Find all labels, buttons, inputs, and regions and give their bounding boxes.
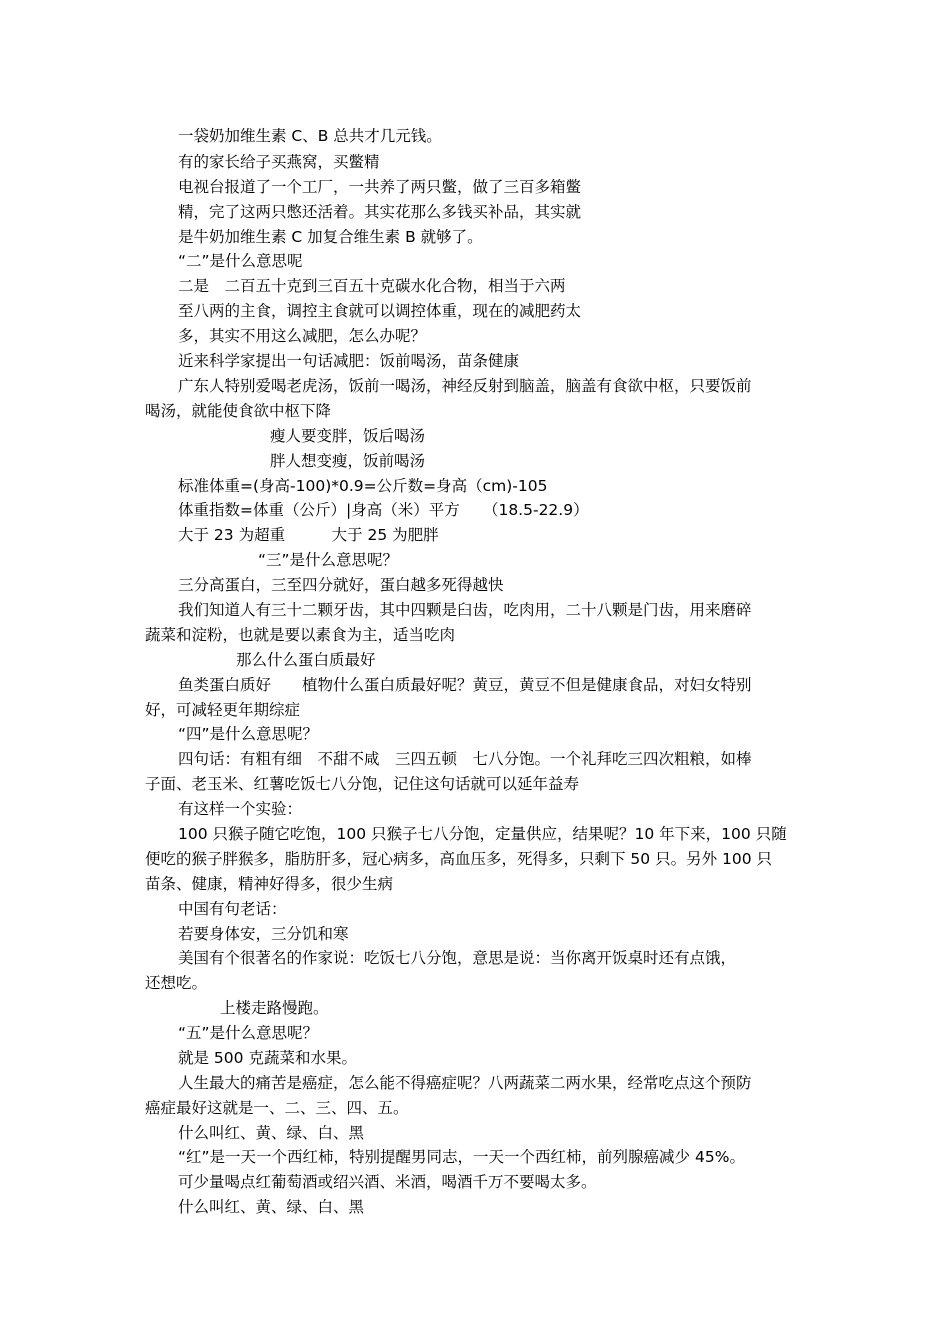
text-line: 三分高蛋白，三至四分就好，蛋白越多死得越快 — [178, 576, 504, 594]
text-line: 还想吃。 — [145, 974, 208, 992]
text-line: 鱼类蛋白质好 植物什么蛋白质最好呢？黄豆，黄豆不但是健康食品，对妇女特别 — [178, 676, 752, 694]
text-line: “红”是一天一个西红柿，特别提醒男同志，一天一个西红柿，前列腺癌减少 45%。 — [178, 1148, 745, 1166]
text-line: 有的家长给子买燕窝，买鳖精 — [178, 153, 380, 171]
text-line: “二”是什么意思呢 — [178, 252, 303, 270]
text-line: 广东人特别爱喝老虎汤，饭前一喝汤，神经反射到脑盖，脑盖有食欲中枢，只要饭前 — [178, 377, 752, 395]
text-line: 我们知道人有三十二颗牙齿，其中四颗是臼齿，吃肉用，二十八颗是门齿，用来磨碎 — [178, 601, 752, 619]
text-line: 蔬菜和淀粉，也就是要以素食为主，适当吃肉 — [145, 626, 456, 644]
text-line: 有这样一个实验： — [178, 800, 303, 818]
text-line: 那么什么蛋白质最好 — [236, 651, 376, 669]
text-line: 什么叫红、黄、绿、白、黑 — [178, 1124, 365, 1142]
text-line: 电视台报道了一个工厂，一共养了两只鳖，做了三百多箱鳖 — [178, 178, 582, 196]
text-line: “四”是什么意思呢？ — [178, 725, 319, 743]
text-line: 人生最大的痛苦是癌症，怎么能不得癌症呢？八两蔬菜二两水果，经常吃点这个预防 — [178, 1074, 752, 1092]
text-line: 二是 二百五十克到三百五十克碳水化合物，相当于六两 — [178, 277, 566, 295]
text-line: 四句话：有粗有细 不甜不咸 三四五顿 七八分饱。一个礼拜吃三四次粗粮，如棒 — [178, 750, 752, 768]
text-line: “五”是什么意思呢？ — [178, 1024, 319, 1042]
text-line: 什么叫红、黄、绿、白、黑 — [178, 1198, 365, 1216]
text-line: 美国有个很著名的作家说：吃饭七八分饱，意思是说：当你离开饭桌时还有点饿， — [178, 949, 737, 967]
text-line: 100 只猴子随它吃饱，100 只猴子七八分饱，定量供应，结果呢？10 年下来，100 只随 — [178, 825, 787, 843]
text-line: “三”是什么意思呢？ — [258, 551, 399, 569]
text-line: 若要身体安，三分饥和寒 — [178, 925, 349, 943]
text-line: 上楼走路慢跑。 — [220, 999, 329, 1017]
text-line: 一袋奶加维生素 C、B 总共才几元钱。 — [178, 127, 442, 145]
text-line: 可少量喝点红葡萄酒或绍兴酒、米酒，喝酒千万不要喝太多。 — [178, 1173, 597, 1191]
text-line: 便吃的猴子胖猴多，脂肪肝多，冠心病多，高血压多，死得多，只剩下 50 只。另外 100 只 — [145, 850, 773, 868]
text-line: 标准体重=(身高-100)*0.9=公斤数=身高（cm)-105 — [178, 477, 548, 495]
text-line: 体重指数=体重（公斤）|身高（米）平方 （18.5-22.9） — [178, 501, 589, 519]
text-line: 多，其实不用这么减肥，怎么办呢？ — [178, 327, 427, 345]
text-line: 胖人想变瘦，饭前喝汤 — [270, 452, 426, 470]
text-line: 喝汤，就能使食欲中枢下降 — [145, 402, 332, 420]
text-line: 大于 23 为超重 大于 25 为肥胖 — [178, 526, 439, 544]
text-line: 好，可减轻更年期综症 — [145, 701, 301, 719]
text-line: 瘦人要变胖，饭后喝汤 — [270, 427, 426, 445]
text-line: 至八两的主食，调控主食就可以调控体重，现在的减肥药太 — [178, 302, 582, 320]
text-line: 癌症最好这就是一、二、三、四、五。 — [145, 1099, 409, 1117]
text-line: 近来科学家提出一句话减肥：饭前喝汤，苗条健康 — [178, 352, 520, 370]
text-line: 子面、老玉米、红薯吃饭七八分饱，记住这句话就可以延年益寿 — [145, 775, 580, 793]
text-line: 就是 500 克蔬菜和水果。 — [178, 1049, 357, 1067]
text-line: 中国有句老话： — [178, 900, 287, 918]
text-line: 是牛奶加维生素 C 加复合维生素 B 就够了。 — [178, 228, 483, 246]
text-line: 精，完了这两只憋还活着。其实花那么多钱买补品，其实就 — [178, 203, 582, 221]
text-line: 苗条、健康，精神好得多，很少生病 — [145, 875, 394, 893]
